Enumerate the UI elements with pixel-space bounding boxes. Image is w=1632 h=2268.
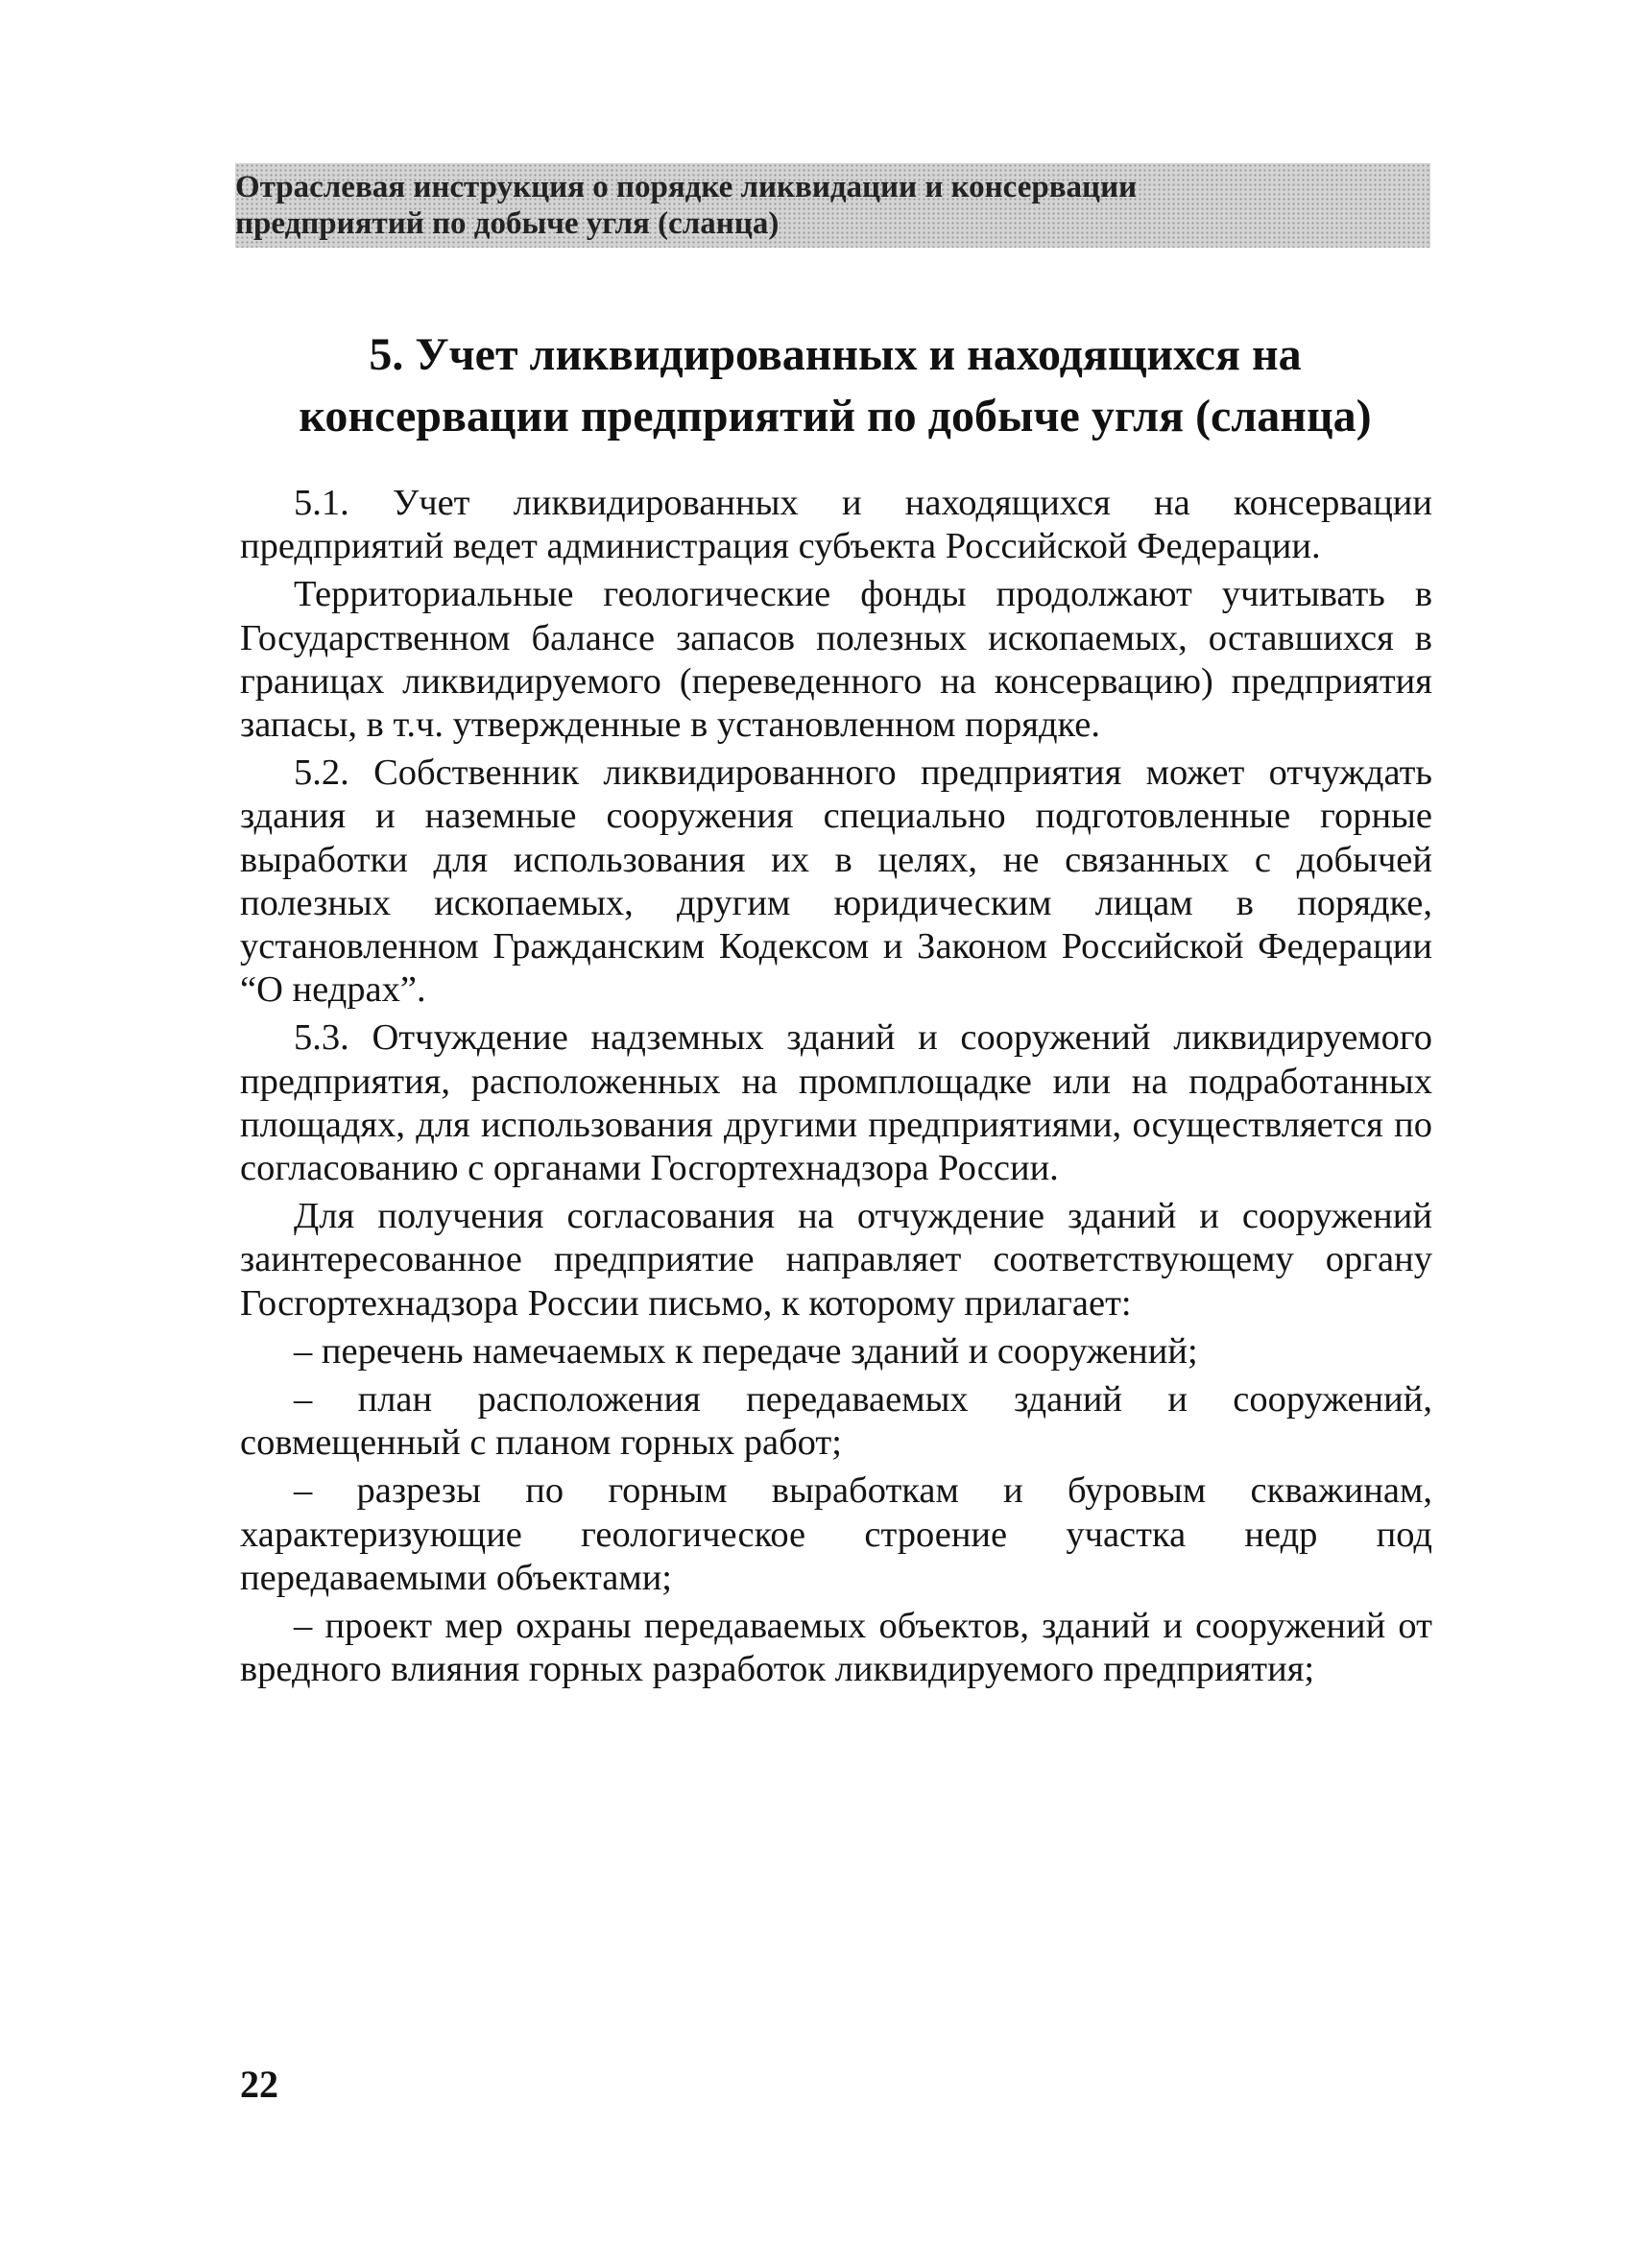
list-item: – проект мер охраны передаваемых объектов, зданий и сооружений от вредного влияния горных разработок ликвидируемого предприятия; [240,1606,1432,1690]
paragraph-approval-request: Для получения согласования на отчуждение зданий и сооружений заинтересованное предприятие направляет соответствующему органу Госгортехнадзора России письмо, к которому прилагает: [240,1196,1432,1324]
list-item: – план расположения передаваемых зданий и сооружений, совмещенный с планом горных работ; [240,1379,1432,1464]
paragraph-5-2: 5.2. Собственник ликвидированного предприятия может отчуждать здания и наземные сооружения специально подготовленные горные выработки для использования их в целях, не связанных с добычей полезных ископаемых, другим юридическим лицам в порядке, установленном Гражданским Кодексом и Законом Российской Федерации “О недрах”. [240,752,1432,1011]
chapter-title [240,324,1430,447]
chapter-title-line-1: 5. Учет ликвидированных и находящихся на [369,329,1302,380]
paragraph-5-1: 5.1. Учет ликвидированных и находящихся на консервации предприятий ведет администрация субъекта Российской Федерации. [240,483,1432,567]
page-number: 22 [240,2063,278,2106]
paragraph-geological-funds: Территориальные геологические фонды продолжают учитывать в Государственном балансе запасов полезных ископаемых, оставшихся в границах ликвидируемого (переведенного на консервацию) предприятия запасы, в т.ч. утвержденные в установленном порядке. [240,574,1432,746]
chapter-title-line-2: консервации предприятий по добыче угля (сланца) [299,391,1372,442]
running-header-line-1: Отраслевая инструкция о порядке ликвидации и консервации [235,170,1138,204]
body-text [240,482,1432,1696]
list-item: – разрезы по горным выработкам и буровым скважинам, характеризующие геологическое строение участка недр под передаваемыми объектами; [240,1470,1432,1598]
running-header-line-2: предприятий по добыче угля (сланца) [235,206,780,241]
paragraph-5-3: 5.3. Отчуждение надземных зданий и сооружений ликвидируемого предприятия, расположенных на промплощадке или на подработанных площадях, для использования другими предприятиями, осуществляется по согласованию с органами Госгортехнадзора России. [240,1017,1432,1189]
running-header [235,163,1430,248]
list-item: – перечень намечаемых к передаче зданий и сооружений; [294,1330,1198,1372]
